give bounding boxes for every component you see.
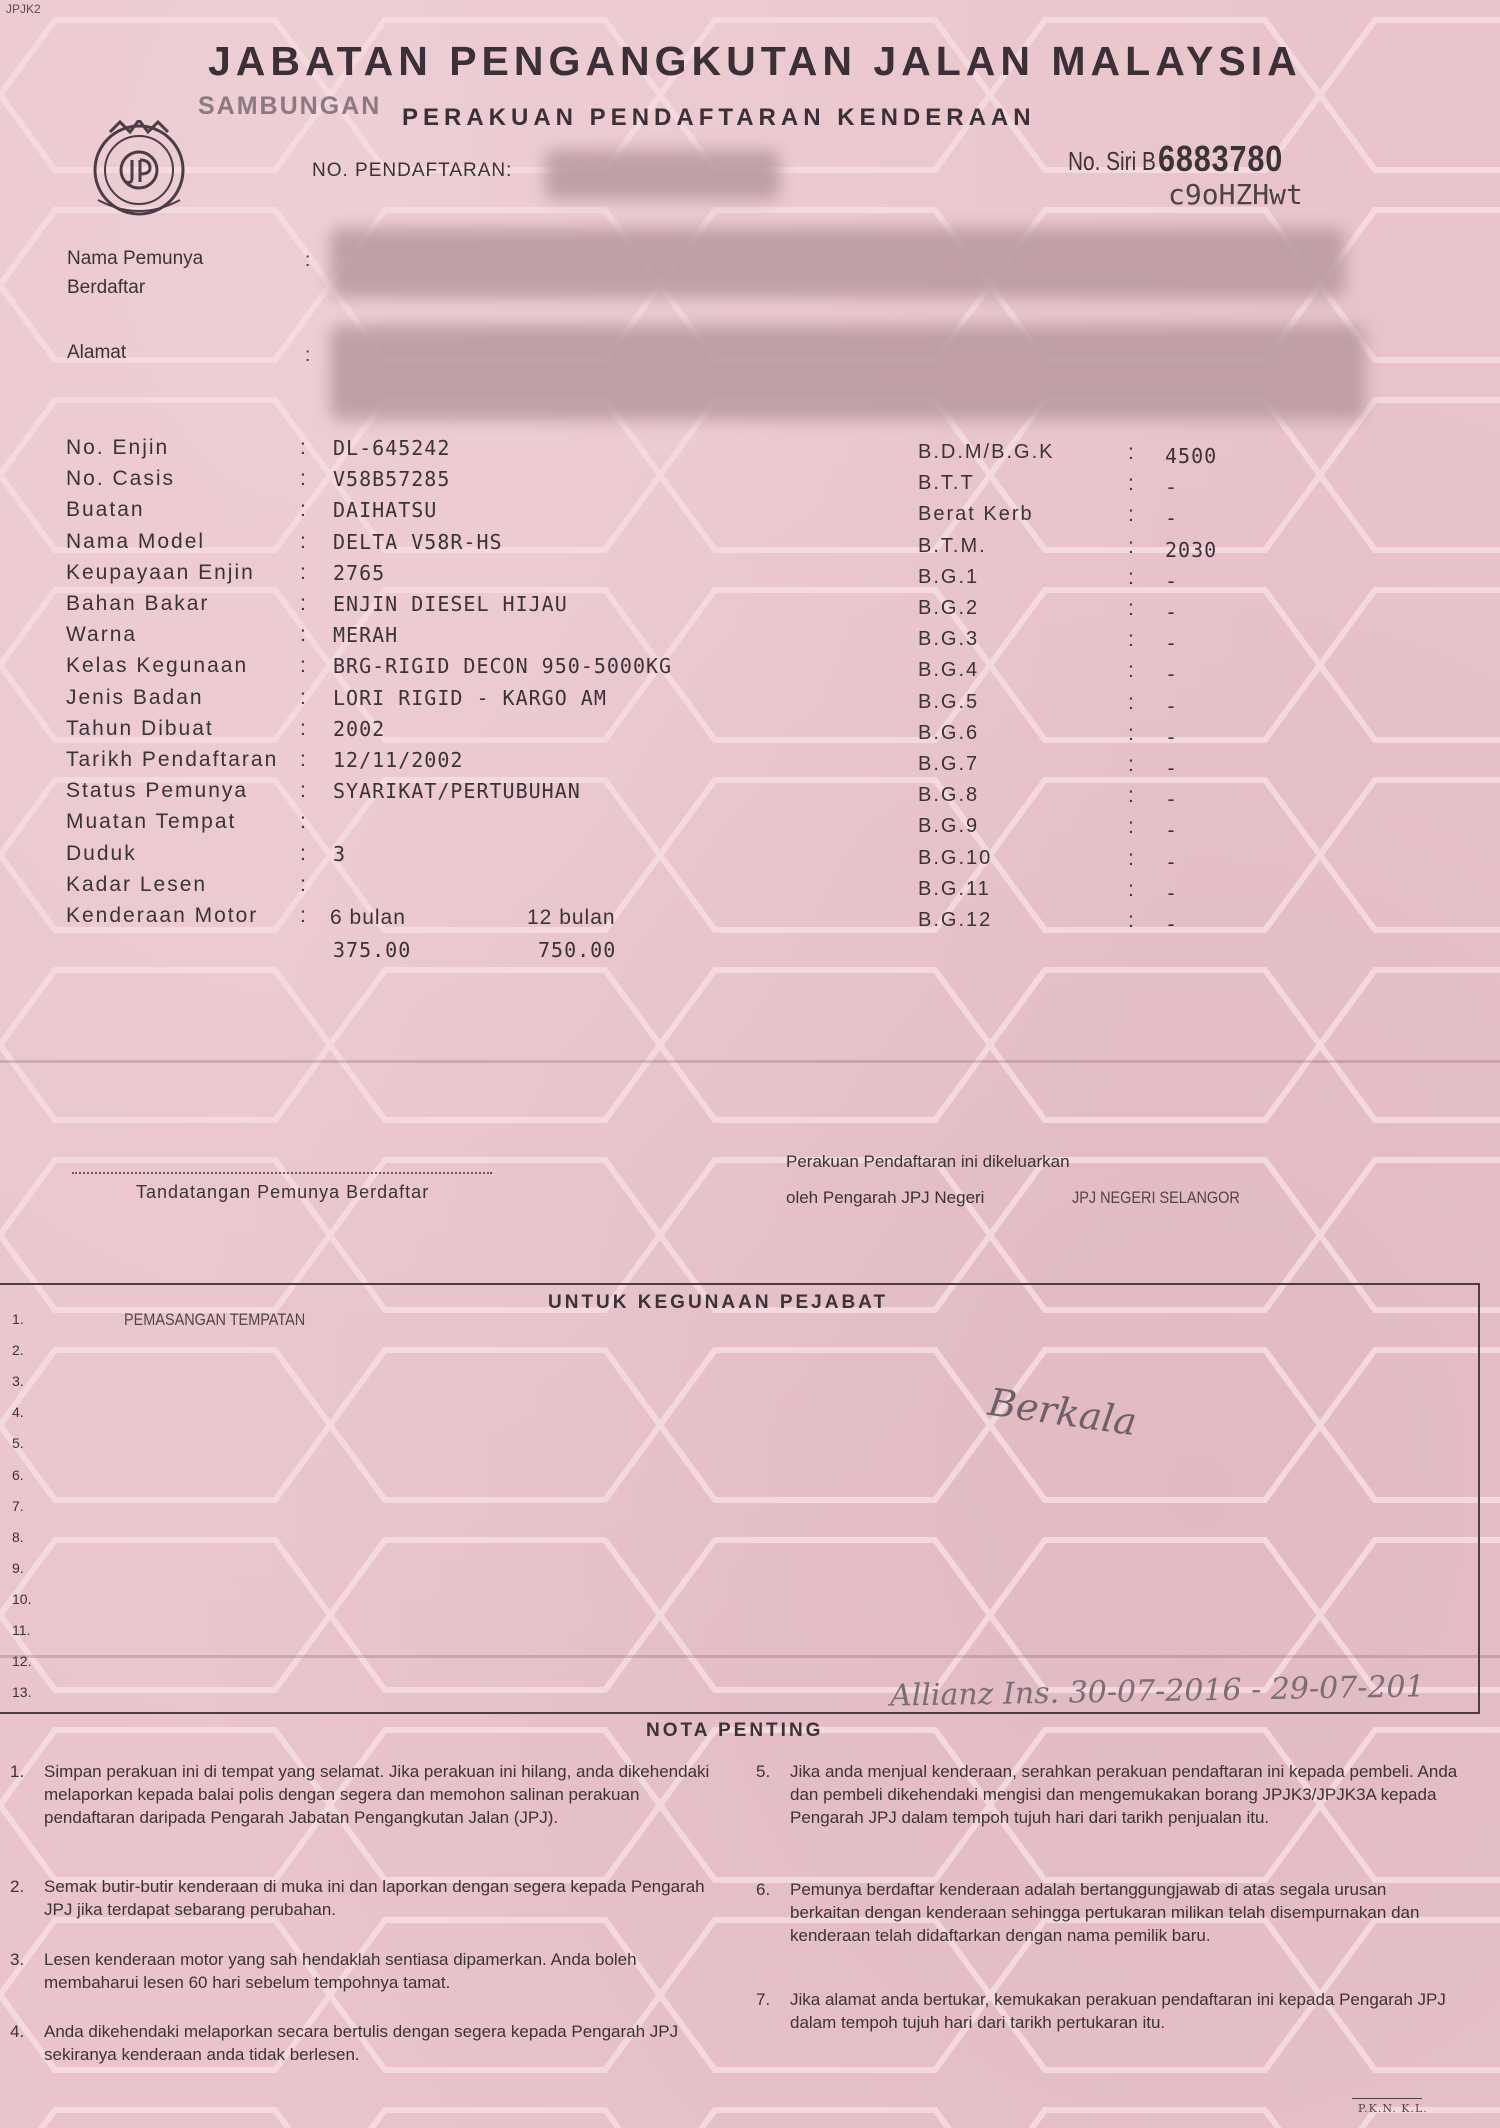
- spec-label: B.T.T: [918, 472, 975, 495]
- spec-label: B.G.10: [918, 846, 993, 869]
- spec-label: B.D.M/B.G.K: [918, 441, 1055, 463]
- spec-value: -: [1165, 662, 1179, 687]
- colon: :: [300, 623, 306, 647]
- detail-value: DL-645242: [333, 436, 451, 460]
- owner-name-label-2: Berdaftar: [67, 277, 146, 298]
- detail-value: ENJIN DIESEL HIJAU: [333, 592, 568, 616]
- spec-value: -: [1165, 693, 1179, 718]
- detail-label: Kadar Lesen: [66, 872, 208, 896]
- spec-label: B.G.9: [918, 815, 980, 838]
- spec-value: -: [1165, 756, 1179, 780]
- spec-label: B.G.4: [918, 659, 980, 682]
- detail-label: Buatan: [66, 498, 145, 522]
- document-title: PERAKUAN PENDAFTARAN KENDERAAN: [402, 104, 1036, 131]
- colon: :: [1128, 472, 1134, 496]
- detail-label: Kelas Kegunaan: [66, 654, 249, 678]
- sambungan-label: SAMBUNGAN: [198, 92, 382, 120]
- office-row-number: 4.: [12, 1404, 24, 1421]
- fold-line: [0, 1060, 1500, 1063]
- license-6-months-label: 6 bulan: [330, 906, 406, 929]
- spec-value: -: [1165, 880, 1179, 905]
- spec-label: Berat Kerb: [918, 503, 1034, 526]
- detail-value: V58B57285: [333, 467, 451, 492]
- colon: :: [300, 904, 306, 927]
- office-row-number: 8.: [12, 1528, 24, 1545]
- printer-rule: [1352, 2098, 1422, 2099]
- colon: :: [300, 467, 306, 491]
- detail-label: Jenis Badan: [66, 685, 204, 709]
- note-number: 4.: [10, 2022, 25, 2041]
- detail-label: No. Casis: [66, 467, 176, 491]
- notes-top-rule: [0, 1712, 1480, 1714]
- detail-value: DAIHATSU: [333, 498, 438, 523]
- colon: :: [1128, 815, 1134, 839]
- spec-value: -: [1165, 475, 1179, 500]
- registration-number-label: NO. PENDAFTARAN:: [312, 160, 513, 181]
- detail-value: 12/11/2002: [333, 748, 464, 772]
- address-label: Alamat: [67, 342, 127, 363]
- detail-value: SYARIKAT/PERTUBUHAN: [333, 779, 581, 804]
- spec-value: 2030: [1165, 537, 1218, 562]
- detail-label: Kenderaan Motor: [66, 904, 259, 927]
- colon: :: [1128, 503, 1134, 527]
- detail-value: 2765: [333, 560, 386, 585]
- colon: :: [1128, 909, 1134, 932]
- serial-code: c9oHZHwt: [1168, 178, 1303, 211]
- office-row-number: 13.: [12, 1684, 32, 1701]
- printer-mark: P.K.N. K.L.: [1358, 2102, 1428, 2115]
- issuer: JPJ NEGERI SELANGOR: [1072, 1188, 1240, 1207]
- spec-label: B.G.11: [918, 877, 991, 900]
- spec-value: -: [1165, 724, 1179, 749]
- note-number: 6.: [756, 1880, 771, 1899]
- owner-name-redacted: [330, 228, 1345, 298]
- spec-label: B.G.2: [918, 597, 980, 619]
- detail-value: BRG-RIGID DECON 950-5000KG: [333, 654, 673, 679]
- colon: :: [1128, 441, 1134, 464]
- note-text: Lesen kenderaan motor yang sah hendaklah sentiasa dipamerkan. Anda boleh membaharui lesen 60 hari sebelum tempohnya tamat.: [44, 1950, 637, 1992]
- colon: :: [300, 436, 306, 459]
- note-text: Simpan perakuan ini di tempat yang selamat. Jika perakuan ini hilang, anda dikehendaki melaporkan kepada balai polis dengan segera dan memohon salinan perakuan pendaftaran daripada Pengarah Jabatan Pengangkutan Jalan (JPJ).: [44, 1762, 710, 1827]
- colon: :: [300, 810, 306, 834]
- note-text: Anda dikehendaki melaporkan secara bertulis dengan segera kepada Pengarah JPJ sekiranya kenderaan anda tidak berlesen.: [44, 2022, 679, 2064]
- issued-by-line-2: oleh Pengarah JPJ Negeri: [786, 1188, 985, 1207]
- office-row-number: 3.: [12, 1373, 24, 1390]
- jpj-emblem-icon: [80, 120, 198, 220]
- office-row-number: 11.: [12, 1622, 31, 1638]
- spec-value: -: [1165, 818, 1179, 843]
- colon: :: [300, 529, 306, 553]
- spec-value: -: [1165, 631, 1179, 656]
- colon: :: [1128, 628, 1134, 652]
- license-12-months-label: 12 bulan: [527, 906, 616, 929]
- note-text: Semak butir-butir kenderaan di muka ini dan laporkan dengan segera kepada Pengarah JPJ jika terdapat sebarang perubahan.: [44, 1877, 705, 1919]
- colon: :: [300, 498, 306, 522]
- office-top-rule: [0, 1283, 1480, 1285]
- detail-label: No. Enjin: [66, 436, 170, 459]
- note-text: Jika anda menjual kenderaan, serahkan perakuan pendaftaran ini kepada pembeli. Anda dan pembeli dikehendaki mengisi dan mengemukakan borang JPJK3/JPJK3A kepada Pengarah JPJ dalam tempoh tujuh hari dari tarikh penjualan itu.: [790, 1762, 1458, 1827]
- colon: :: [1128, 846, 1134, 870]
- signature-line: [72, 1172, 492, 1174]
- colon: :: [1128, 659, 1134, 683]
- owner-name-label: Nama Pemunya: [67, 248, 204, 269]
- detail-label: Nama Model: [66, 529, 206, 553]
- colon: :: [1128, 784, 1134, 808]
- colon: :: [1128, 597, 1134, 620]
- detail-label: Bahan Bakar: [66, 592, 210, 615]
- office-entry-1: PEMASANGAN TEMPATAN: [124, 1310, 306, 1329]
- office-row-number: 9.: [12, 1559, 24, 1576]
- spec-label: B.G.7: [918, 753, 980, 775]
- spec-label: B.G.3: [918, 628, 980, 651]
- note-number: 2.: [10, 1877, 25, 1896]
- owner-signature-label: Tandatangan Pemunya Berdaftar: [136, 1182, 430, 1202]
- fold-line: [0, 1655, 1500, 1658]
- license-6-months-fee: 375.00: [333, 938, 412, 962]
- colon: :: [305, 250, 311, 271]
- spec-label: B.G.6: [918, 721, 980, 744]
- address-redacted: [330, 325, 1365, 420]
- colon: :: [300, 592, 306, 615]
- office-row-number: 5.: [12, 1435, 24, 1452]
- colon: :: [1128, 534, 1134, 558]
- spec-value: -: [1165, 506, 1179, 531]
- colon: :: [1128, 565, 1134, 589]
- office-row-number: 7.: [12, 1497, 24, 1514]
- agency-title: JABATAN PENGANGKUTAN JALAN MALAYSIA: [208, 38, 1302, 84]
- office-row-number: 12.: [12, 1653, 32, 1670]
- detail-value: 3: [333, 841, 347, 866]
- spec-value: -: [1165, 849, 1179, 874]
- colon: :: [300, 560, 306, 584]
- detail-label: Status Pemunya: [66, 779, 249, 803]
- spec-label: B.G.1: [918, 565, 980, 588]
- spec-label: B.G.5: [918, 690, 980, 713]
- spec-value: 4500: [1165, 444, 1218, 468]
- detail-label: Tahun Dibuat: [66, 716, 214, 740]
- handwritten-note-berkala: Berkala: [985, 1379, 1140, 1445]
- note-number: 5.: [756, 1762, 771, 1781]
- form-code: JPJK2: [6, 2, 41, 16]
- note-text: Jika alamat anda bertukar, kemukakan perakuan pendaftaran ini kepada Pengarah JPJ dalam tempoh tujuh hari dari tarikh pertukaran itu.: [790, 1990, 1446, 2032]
- office-row-number: 6.: [12, 1466, 24, 1483]
- issued-by-line-1: Perakuan Pendaftaran ini dikeluarkan: [786, 1152, 1070, 1171]
- registration-number-redacted: [545, 150, 780, 200]
- detail-value: 2002: [333, 716, 386, 741]
- office-row-number: 2.: [12, 1342, 24, 1359]
- license-12-months-fee: 750.00: [538, 938, 617, 962]
- office-use-title: UNTUK KEGUNAAN PEJABAT: [548, 1292, 889, 1313]
- detail-value: LORI RIGID - KARGO AM: [333, 685, 607, 710]
- spec-value: -: [1165, 600, 1179, 624]
- note-number: 3.: [10, 1950, 25, 1969]
- detail-value: DELTA V58R-HS: [333, 529, 503, 554]
- colon: :: [1128, 877, 1134, 901]
- detail-label: Duduk: [66, 841, 137, 865]
- colon: :: [300, 748, 306, 771]
- colon: :: [305, 345, 311, 366]
- detail-label: Warna: [66, 623, 138, 647]
- note-number: 1.: [10, 1762, 25, 1781]
- spec-value: -: [1165, 912, 1179, 936]
- detail-value: MERAH: [333, 623, 399, 648]
- office-row-number: 1.: [12, 1311, 24, 1327]
- handwritten-insurance-note: Allianz Ins. 30-07-2016 - 29-07-201: [889, 1669, 1425, 1714]
- colon: :: [300, 654, 306, 678]
- colon: :: [300, 685, 306, 709]
- spec-label: B.G.12: [918, 909, 993, 931]
- colon: :: [300, 872, 306, 896]
- detail-label: Muatan Tempat: [66, 810, 237, 834]
- colon: :: [300, 841, 306, 865]
- spec-value: -: [1165, 787, 1179, 812]
- serial-number: 6883780: [1158, 138, 1284, 179]
- notes-title: NOTA PENTING: [646, 1720, 824, 1741]
- note-number: 7.: [756, 1990, 771, 2009]
- spec-label: B.T.M.: [918, 534, 987, 557]
- colon: :: [300, 716, 306, 740]
- colon: :: [1128, 753, 1134, 776]
- detail-label: Tarikh Pendaftaran: [66, 748, 279, 771]
- colon: :: [1128, 721, 1134, 745]
- detail-label: Keupayaan Enjin: [66, 560, 255, 584]
- colon: :: [300, 779, 306, 803]
- office-row-number: 10.: [12, 1590, 32, 1607]
- note-text: Pemunya berdaftar kenderaan adalah bertanggungjawab di atas segala urusan berkaitan dengan kenderaan sehingga pertukaran milikan telah disempurnakan dan kenderaan telah didaftarkan dengan nama pemilik baru.: [790, 1880, 1420, 1945]
- spec-value: -: [1165, 568, 1179, 593]
- office-right-rule: [1478, 1283, 1480, 1713]
- spec-label: B.G.8: [918, 784, 980, 807]
- colon: :: [1128, 690, 1134, 714]
- serial-label: No. Siri B: [1068, 146, 1156, 176]
